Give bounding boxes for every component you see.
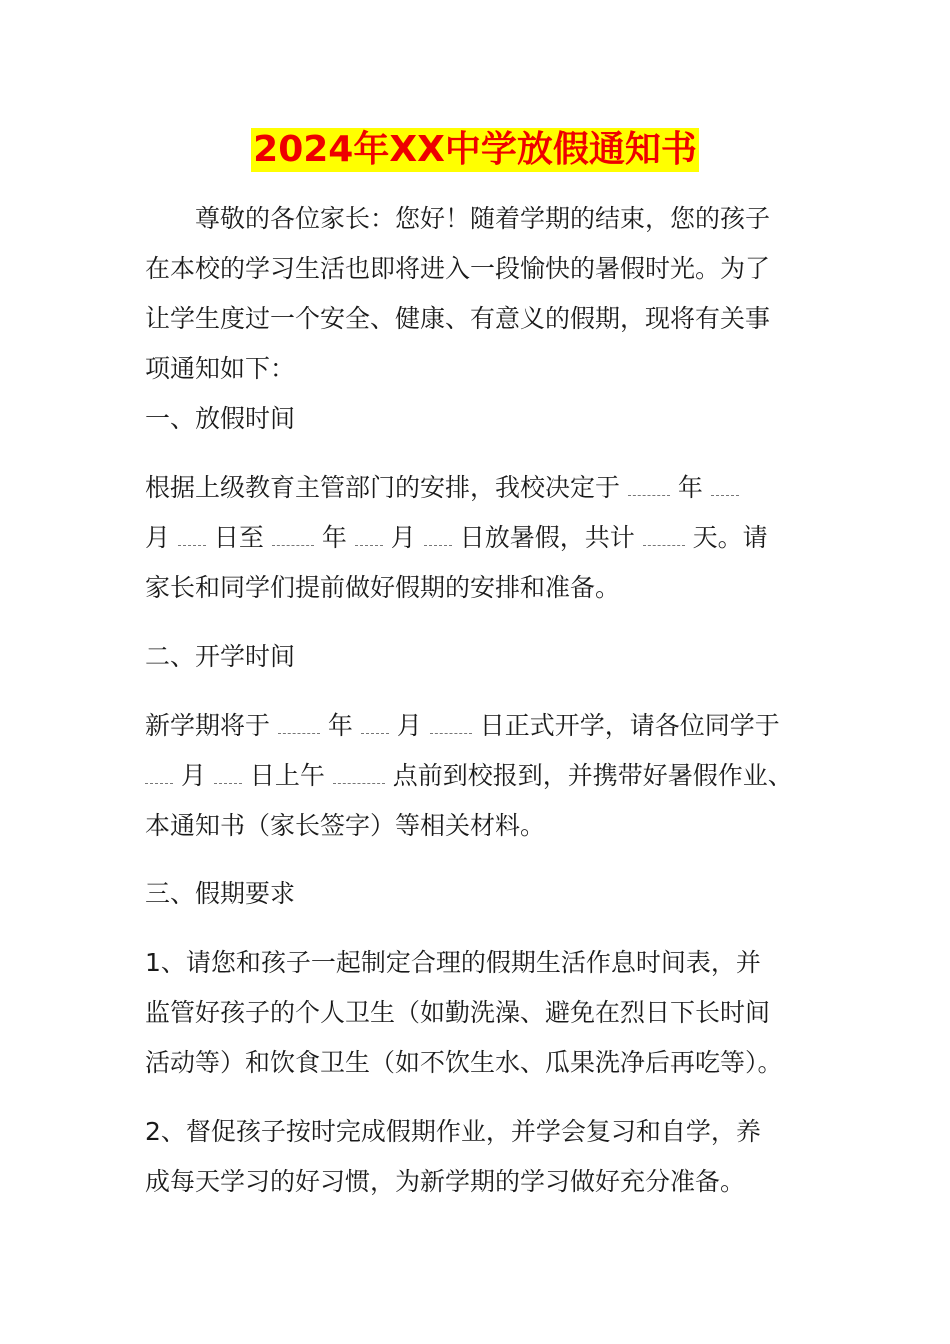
day-blank	[430, 711, 472, 734]
days-count-blank	[643, 523, 685, 546]
text-segment: 月	[390, 523, 416, 552]
section-3-heading: 三、假期要求	[145, 879, 296, 908]
text-segment: 点前到校报到，并携带好暑假作业、	[392, 761, 793, 790]
requirement-line: 成每天学习的好习惯，为新学期的学习做好充分准备。	[145, 1167, 746, 1196]
section-1-paragraph	[145, 463, 825, 613]
section-2-heading: 二、开学时间	[145, 642, 296, 671]
year-blank	[628, 473, 670, 496]
text-segment: 日放暑假，共计	[459, 523, 635, 552]
intro-line: 尊敬的各位家长：您好！随着学期的结束，您的孩子	[195, 204, 771, 233]
year-blank	[272, 523, 314, 546]
day-blank	[424, 523, 452, 546]
section-1-line-3: 家长和同学们提前做好假期的安排和准备。	[145, 573, 621, 602]
section-3-heading-block	[145, 869, 825, 919]
intro-line: 在本校的学习生活也即将进入一段愉快的暑假时光。为了	[145, 254, 771, 283]
requirement-line: 活动等）和饮食卫生（如不饮生水、瓜果洗净后再吃等）。	[145, 1048, 783, 1077]
day-blank	[214, 761, 242, 784]
text-segment: 日上午	[249, 761, 325, 790]
text-segment: 天。请	[692, 523, 768, 552]
requirement-line: 2、督促孩子按时完成假期作业，并学会复习和自学，养	[145, 1117, 761, 1146]
intro-line: 项通知如下：	[145, 354, 296, 383]
month-blank	[361, 711, 389, 734]
text-segment: 日正式开学，请各位同学于	[479, 711, 780, 740]
text-segment: 年	[327, 711, 353, 740]
section-2-heading-block	[145, 632, 825, 682]
month-blank	[145, 761, 173, 784]
requirement-item-2	[145, 1107, 825, 1207]
intro-line: 让学生度过一个安全、健康、有意义的假期，现将有关事	[145, 304, 771, 333]
month-blank	[711, 473, 739, 496]
title-wrap	[0, 128, 950, 172]
text-segment: 年	[677, 473, 703, 502]
section-2-line-1	[145, 701, 825, 751]
text-segment: 月	[145, 523, 171, 552]
text-segment: 月	[180, 761, 206, 790]
requirement-item-1	[145, 938, 825, 1088]
requirement-line: 1、请您和孩子一起制定合理的假期生活作息时间表，并	[145, 948, 761, 977]
day-blank	[178, 523, 206, 546]
hour-blank	[333, 761, 385, 784]
text-segment: 月	[396, 711, 422, 740]
text-segment: 根据上级教育主管部门的安排，我校决定于	[145, 473, 621, 502]
year-blank	[278, 711, 320, 734]
section-1-heading-block	[145, 394, 825, 444]
intro-paragraph	[145, 194, 825, 394]
requirement-line: 监管好孩子的个人卫生（如勤洗澡、避免在烈日下长时间	[145, 998, 771, 1027]
section-1-heading: 一、放假时间	[145, 404, 296, 433]
section-2-paragraph	[145, 701, 825, 851]
section-1-line-2	[145, 513, 825, 563]
text-segment: 年	[321, 523, 347, 552]
section-2-line-3: 本通知书（家长签字）等相关材料。	[145, 811, 546, 840]
month-blank	[355, 523, 383, 546]
section-1-line-1	[145, 463, 825, 513]
section-2-line-2	[145, 751, 825, 801]
text-segment: 日至	[213, 523, 264, 552]
document-title: 2024年XX中学放假通知书	[253, 129, 697, 170]
text-segment: 新学期将于	[145, 711, 271, 740]
